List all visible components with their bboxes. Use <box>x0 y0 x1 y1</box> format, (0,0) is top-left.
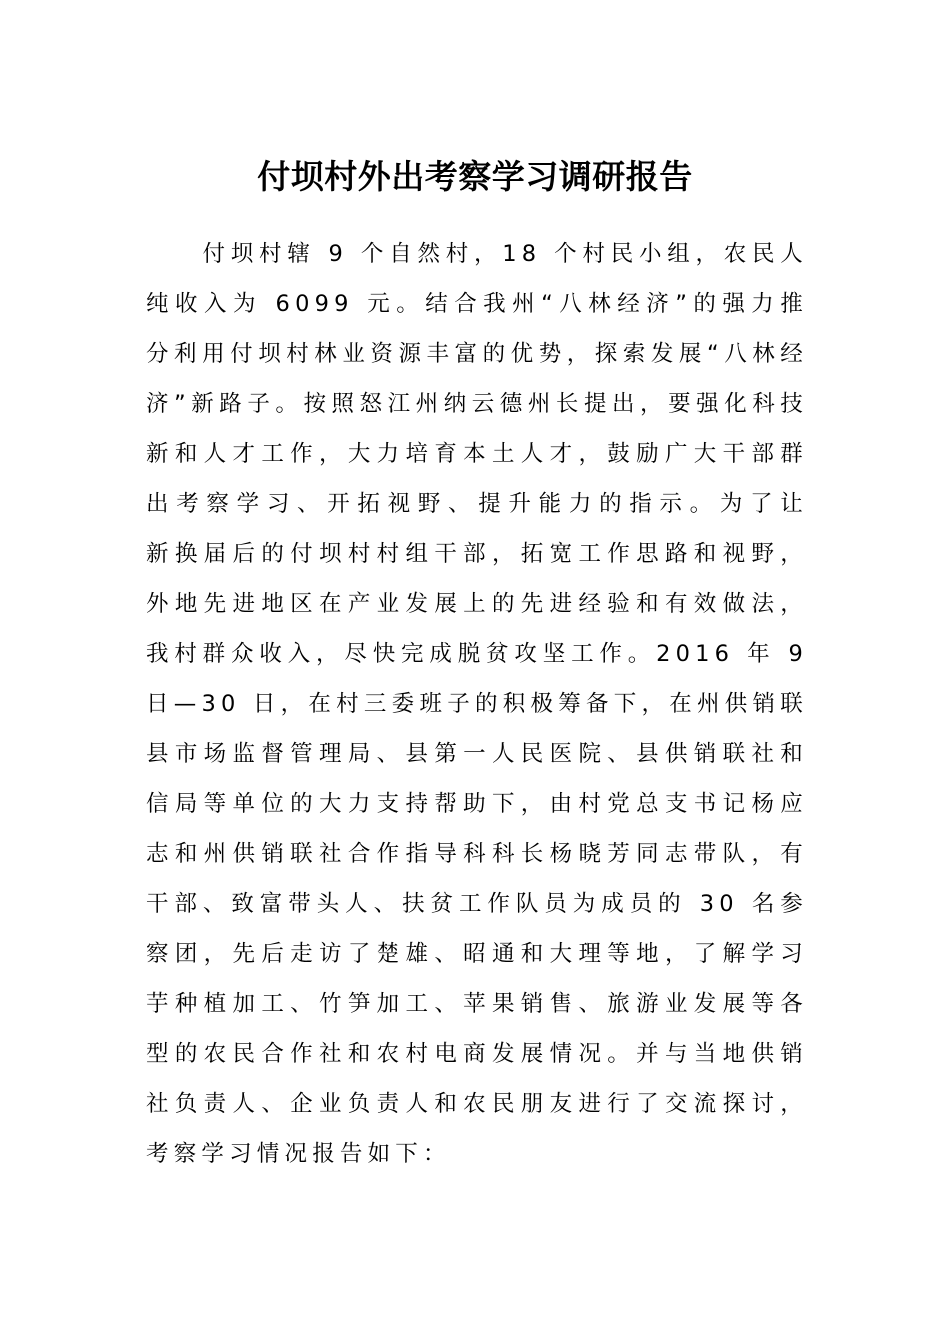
paragraph-line: 我村群众收入，尽快完成脱贫攻坚工作。2016 年 9 <box>146 641 808 667</box>
document-title: 付坝村外出考察学习调研报告 <box>257 157 693 196</box>
paragraph-line: 济”新路子。按照怒江州纳云德州长提出，要强化科技 <box>146 391 808 417</box>
paragraph-line: 信局等单位的大力支持帮助下，由村党总支书记杨应 <box>146 791 808 817</box>
paragraph-line: 志和州供销联社合作指导科科长杨晓芳同志带队，有 <box>146 841 808 867</box>
paragraph-line: 县市场监督管理局、县第一人民医院、县供销联社和 <box>146 741 808 767</box>
paragraph-line: 型的农民合作社和农村电商发展情况。并与当地供销 <box>146 1041 808 1067</box>
paragraph-line: 社负责人、企业负责人和农民朋友进行了交流探讨， <box>146 1091 808 1117</box>
paragraph-line: 分利用付坝村林业资源丰富的优势，探索发展“八林经 <box>146 341 808 367</box>
paragraph-line: 考察学习情况报告如下： <box>146 1141 451 1167</box>
paragraph-line: 干部、致富带头人、扶贫工作队员为成员的 30 名参 <box>146 891 808 917</box>
paragraph-line: 付坝村辖 9 个自然村，18 个村民小组，农民人 <box>202 241 808 267</box>
paragraph-line: 察团，先后走访了楚雄、昭通和大理等地，了解学习 <box>146 941 808 967</box>
paragraph-line: 日—30 日，在村三委班子的积极筹备下，在州供销联 <box>146 691 808 717</box>
paragraph-line: 纯收入为 6099 元。结合我州“八林经济”的强力推 <box>146 291 808 317</box>
paragraph-line: 外地先进地区在产业发展上的先进经验和有效做法， <box>146 591 808 617</box>
paragraph-line: 芋种植加工、竹笋加工、苹果销售、旅游业发展等各 <box>146 991 808 1017</box>
body-paragraph <box>146 229 808 1179</box>
paragraph-line: 出考察学习、开拓视野、提升能力的指示。为了让 <box>146 491 808 517</box>
paragraph-line: 新和人才工作，大力培育本土人才，鼓励广大干部群 <box>146 441 808 467</box>
paragraph-line: 新换届后的付坝村村组干部，拓宽工作思路和视野， <box>146 541 808 567</box>
